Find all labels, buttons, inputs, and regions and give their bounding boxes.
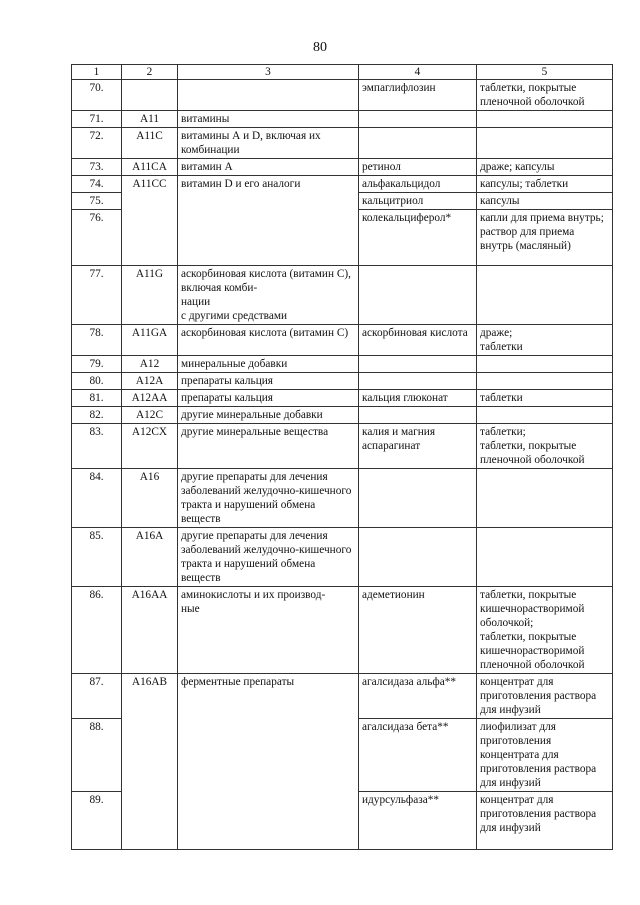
drug-name-cell: аскорбиновая кислота [359,325,477,356]
dosage-form-cell: драже; капсулы [477,159,613,176]
drug-name-cell [359,128,477,159]
group-name-cell: другие препараты для лечения заболеваний желудочно-кишечного тракта и нарушений обмена веществ [178,528,359,587]
row-number-cell: 81. [72,390,122,407]
row-number-cell: 73. [72,159,122,176]
drug-name-cell: адеметионин [359,587,477,674]
drug-name-cell: агалсидаза альфа** [359,674,477,719]
dosage-form-cell [477,373,613,390]
drug-name-cell: калия и магния аспарагинат [359,424,477,469]
group-name-cell: аскорбиновая кислота (витамин С) [178,325,359,356]
dosage-form-cell: таблетки, покрытые кишечнорастворимой оболочкой; таблетки, покрытые кишечнорастворимой пленочной оболочкой [477,587,613,674]
header-cell: 2 [122,65,178,80]
row-number-cell: 74. [72,176,122,193]
drug-name-cell [359,266,477,325]
row-number-cell: 82. [72,407,122,424]
drug-name-cell: колекальциферол* [359,210,477,266]
group-name-cell: другие минеральные вещества [178,424,359,469]
dosage-form-cell: лиофилизат для приготовления концентрата для приготовления раствора для инфузий [477,719,613,792]
dosage-form-cell: концентрат для приготовления раствора для инфузий [477,674,613,719]
drug-name-cell [359,407,477,424]
header-cell: 1 [72,65,122,80]
drug-name-cell [359,469,477,528]
atc-code-cell: A12AA [122,390,178,407]
dosage-form-cell [477,528,613,587]
group-name-cell: ферментные препараты [178,674,359,719]
atc-code-cell: A12 [122,356,178,373]
row-number-cell: 85. [72,528,122,587]
atc-code-cell [122,792,178,850]
dosage-form-cell [477,111,613,128]
dosage-form-cell: таблетки; таблетки, покрытые пленочной оболочкой [477,424,613,469]
atc-code-cell: A11CC [122,176,178,193]
atc-code-cell: A11G [122,266,178,325]
atc-code-cell [122,193,178,210]
table-row [72,193,613,210]
row-number-cell: 76. [72,210,122,266]
atc-code-cell: A11CA [122,159,178,176]
group-name-cell: витамин D и его аналоги [178,176,359,193]
table-row [72,356,613,373]
group-name-cell: препараты кальция [178,373,359,390]
atc-code-cell: A16AA [122,587,178,674]
drug-name-cell: ретинол [359,159,477,176]
table-row [72,407,613,424]
group-name-cell: препараты кальция [178,390,359,407]
drug-name-cell [359,373,477,390]
row-number-cell: 75. [72,193,122,210]
group-name-cell: витамин А [178,159,359,176]
atc-code-cell: A12CX [122,424,178,469]
dosage-form-cell: капсулы [477,193,613,210]
row-number-cell: 72. [72,128,122,159]
header-cell: 4 [359,65,477,80]
group-name-cell: витамины А и D, включая их комбинации [178,128,359,159]
group-name-cell: другие минеральные добавки [178,407,359,424]
dosage-form-cell [477,407,613,424]
row-number-cell: 89. [72,792,122,850]
atc-code-cell [122,210,178,266]
dosage-form-cell: капсулы; таблетки [477,176,613,193]
drug-name-cell [359,356,477,373]
table-row [72,128,613,159]
atc-code-cell [122,719,178,792]
table-row [72,390,613,407]
dosage-form-cell [477,469,613,528]
table-row [72,210,613,266]
page-number: 80 [313,40,327,55]
dosage-form-cell [477,266,613,325]
group-name-cell [178,193,359,210]
table-row [72,176,613,193]
group-name-cell: аскорбиновая кислота (витамин С), включая комби- нации с другими средствами [178,266,359,325]
row-number-cell: 88. [72,719,122,792]
drug-name-cell [359,111,477,128]
table-row [72,373,613,390]
drug-name-cell: кальцитриол [359,193,477,210]
atc-code-cell [122,80,178,111]
group-name-cell [178,80,359,111]
row-number-cell: 83. [72,424,122,469]
table-row [72,469,613,528]
group-name-cell [178,719,359,792]
group-name-cell: другие препараты для лечения заболеваний желудочно-кишечного тракта и нарушений обмена веществ [178,469,359,528]
header-cell: 5 [477,65,613,80]
dosage-form-cell: таблетки [477,390,613,407]
group-name-cell [178,792,359,850]
table-row [72,266,613,325]
drug-name-cell: альфакальцидол [359,176,477,193]
table-row [72,528,613,587]
atc-code-cell: A12A [122,373,178,390]
group-name-cell: аминокислоты и их производ- ные [178,587,359,674]
row-number-cell: 84. [72,469,122,528]
atc-code-cell: A11C [122,128,178,159]
table-row [72,80,613,111]
row-number-cell: 77. [72,266,122,325]
drug-name-cell [359,528,477,587]
atc-code-cell: A12C [122,407,178,424]
dosage-form-cell [477,128,613,159]
row-number-cell: 78. [72,325,122,356]
group-name-cell: минеральные добавки [178,356,359,373]
atc-code-cell: A16 [122,469,178,528]
row-number-cell: 87. [72,674,122,719]
table-row [72,674,613,719]
dosage-form-cell: концентрат для приготовления раствора для инфузий [477,792,613,850]
atc-code-cell: A16AB [122,674,178,719]
table-row [72,792,613,850]
row-number-cell: 86. [72,587,122,674]
table-row [72,159,613,176]
table-row [72,111,613,128]
atc-code-cell: A16A [122,528,178,587]
table-row [72,587,613,674]
drug-name-cell: кальция глюконат [359,390,477,407]
atc-code-cell: A11GA [122,325,178,356]
drug-table [71,64,613,850]
table-row [72,719,613,792]
atc-code-cell: A11 [122,111,178,128]
drug-name-cell: идурсульфаза** [359,792,477,850]
drug-name-cell: эмпаглифлозин [359,80,477,111]
header-cell: 3 [178,65,359,80]
row-number-cell: 79. [72,356,122,373]
group-name-cell: витамины [178,111,359,128]
drug-name-cell: агалсидаза бета** [359,719,477,792]
table-row [72,325,613,356]
dosage-form-cell: таблетки, покрытые пленочной оболочкой [477,80,613,111]
table-row [72,424,613,469]
row-number-cell: 70. [72,80,122,111]
group-name-cell [178,210,359,266]
dosage-form-cell: драже; таблетки [477,325,613,356]
row-number-cell: 80. [72,373,122,390]
dosage-form-cell: капли для приема внутрь; раствор для приема внутрь (масляный) [477,210,613,266]
dosage-form-cell [477,356,613,373]
table-header-row [72,65,613,80]
row-number-cell: 71. [72,111,122,128]
